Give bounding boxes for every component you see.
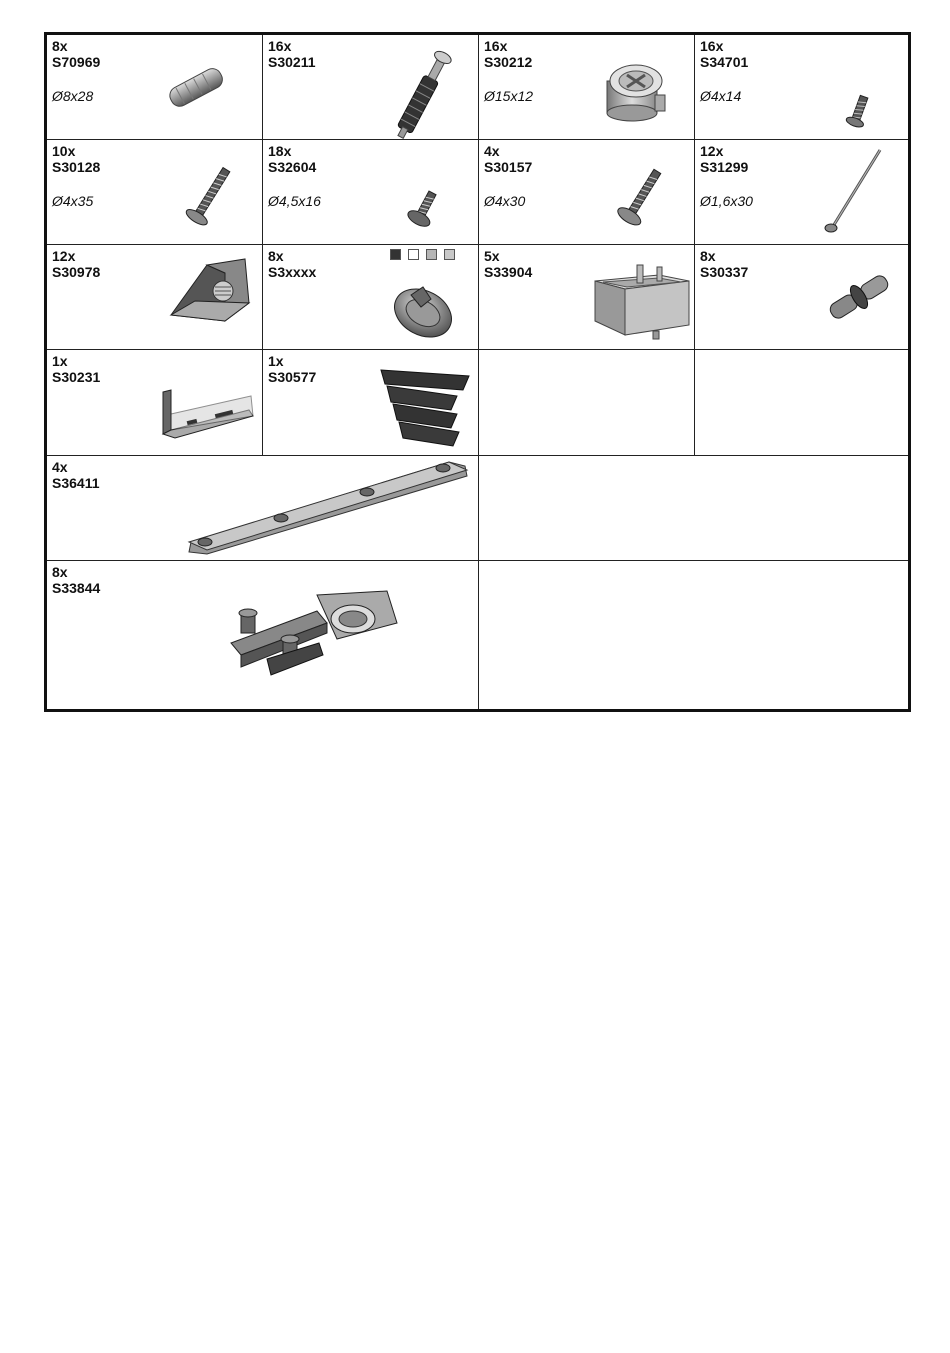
part-quantity: 8x — [268, 248, 284, 264]
part-cell — [695, 140, 908, 244]
part-quantity: 1x — [52, 353, 68, 369]
part-code: S30978 — [52, 264, 101, 280]
part-code: S30231 — [52, 369, 101, 385]
nail-icon — [820, 146, 890, 238]
part-cell — [47, 561, 478, 709]
part-code: S34701 — [700, 54, 749, 70]
part-cell — [479, 245, 694, 349]
color-swatch-grey — [426, 249, 437, 260]
flat-connector-plate-icon — [177, 456, 477, 558]
part-code: S30157 — [484, 159, 533, 175]
part-cell — [47, 245, 262, 349]
part-dimension: Ø4x30 — [484, 193, 526, 209]
corner-connector-icon — [165, 253, 255, 328]
cabinet-hinge-icon — [227, 583, 407, 687]
part-code: S33904 — [484, 264, 533, 280]
dowel-icon — [162, 60, 232, 115]
part-cell — [47, 350, 262, 455]
part-dimension: Ø1,6x30 — [700, 193, 753, 209]
angle-bracket-icon — [157, 386, 257, 442]
part-quantity: 12x — [700, 143, 724, 159]
part-quantity: 5x — [484, 248, 500, 264]
part-quantity: 16x — [700, 38, 724, 54]
part-cell — [695, 35, 908, 139]
cover-cap-icon — [389, 273, 457, 343]
part-cell — [263, 245, 478, 349]
part-cell — [263, 35, 478, 139]
part-dimension: Ø4x35 — [52, 193, 94, 209]
part-code: S3xxxx — [268, 264, 317, 280]
part-cell — [479, 35, 694, 139]
part-quantity: 18x — [268, 143, 292, 159]
part-quantity: 16x — [268, 38, 292, 54]
part-code: S30337 — [700, 264, 749, 280]
part-cell — [263, 350, 478, 455]
color-swatch-light-grey — [444, 249, 455, 260]
short-screw-icon — [840, 83, 880, 133]
part-code: S36411 — [52, 475, 100, 491]
part-code: S32604 — [268, 159, 317, 175]
connector-bolt-icon — [383, 43, 468, 139]
cam-lock-icon — [603, 59, 671, 125]
color-swatch-dark — [390, 249, 401, 260]
part-quantity: 10x — [52, 143, 76, 159]
part-code: S30577 — [268, 369, 317, 385]
wedge-pads-icon — [377, 364, 473, 454]
long-screw-icon — [175, 156, 245, 236]
part-code: S70969 — [52, 54, 101, 70]
part-code: S30211 — [268, 54, 316, 70]
part-quantity: 4x — [52, 459, 68, 475]
part-quantity: 8x — [700, 248, 716, 264]
part-cell — [47, 140, 262, 244]
wood-screw-icon — [607, 156, 677, 236]
shelf-support-icon — [823, 265, 895, 329]
plastic-box-icon — [589, 251, 694, 347]
color-swatch-white — [408, 249, 419, 260]
hardware-parts-table — [44, 32, 911, 712]
part-cell — [47, 456, 478, 560]
part-quantity: 16x — [484, 38, 508, 54]
part-cell — [479, 140, 694, 244]
part-cell — [695, 245, 908, 349]
part-quantity: 1x — [268, 353, 284, 369]
part-dimension: Ø4x14 — [700, 88, 742, 104]
part-code: S31299 — [700, 159, 749, 175]
part-code: S33844 — [52, 580, 101, 596]
part-cell — [47, 35, 262, 139]
part-code: S30212 — [484, 54, 533, 70]
part-code: S30128 — [52, 159, 101, 175]
part-cell — [263, 140, 478, 244]
part-dimension: Ø4,5x16 — [268, 193, 321, 209]
part-dimension: Ø8x28 — [52, 88, 94, 104]
part-dimension: Ø15x12 — [484, 88, 534, 104]
part-quantity: 4x — [484, 143, 500, 159]
part-quantity: 8x — [52, 38, 68, 54]
part-quantity: 12x — [52, 248, 76, 264]
pan-head-screw-icon — [403, 180, 448, 235]
part-quantity: 8x — [52, 564, 68, 580]
